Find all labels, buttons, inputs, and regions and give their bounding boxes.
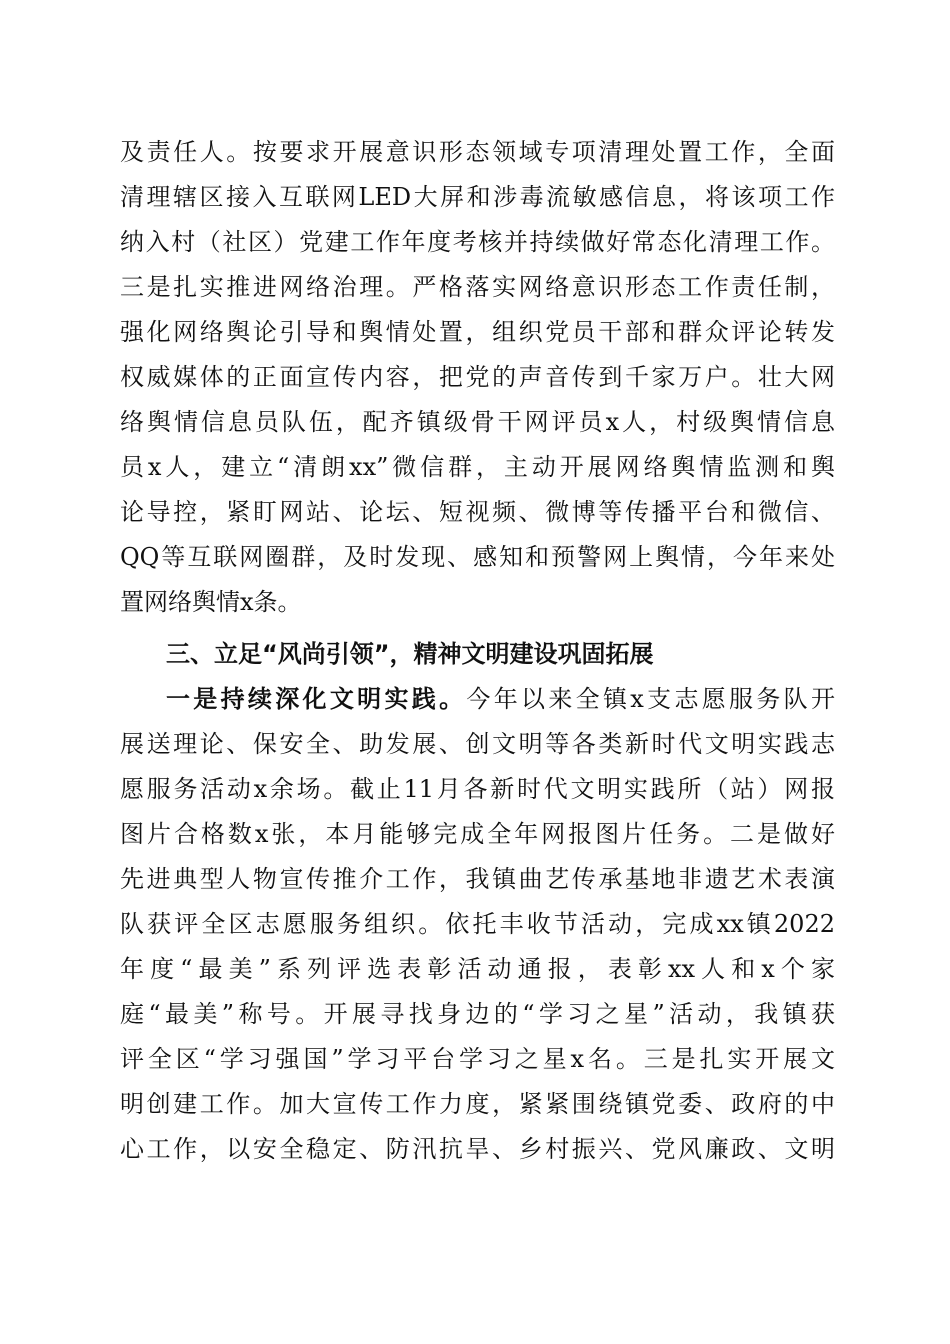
- paragraph-lead: 一是持续深化文明实践。: [166, 685, 467, 713]
- paragraph-line: 先进典型人物宣传推介工作，我镇曲艺传承基地非遗艺术表演: [120, 865, 835, 893]
- paragraph-line: 评全区“学习强国”学习平台学习之星x名。三是扎实开展文: [120, 1045, 835, 1073]
- paragraph-line: 及责任人。按要求开展意识形态领域专项清理处置工作，全面: [120, 138, 835, 166]
- paragraph-line-rest: 今年以来全镇x支志愿服务队开: [466, 685, 835, 713]
- paragraph-line: 置网络舆情x条。: [120, 588, 302, 616]
- paragraph-civilization-first-line: [166, 677, 835, 722]
- paragraph-line: 强化网络舆论引导和舆情处置，组织党员干部和群众评论转发: [120, 318, 835, 346]
- paragraph-line: 三是扎实推进网络治理。严格落实网络意识形态工作责任制，: [120, 273, 835, 301]
- paragraph-line: 图片合格数x张，本月能够完成全年网报图片任务。二是做好: [120, 820, 835, 848]
- paragraph-line: 队获评全区志愿服务组织。依托丰收节活动，完成xx镇2022: [120, 910, 835, 938]
- paragraph-line: 清理辖区接入互联网LED大屏和涉毒流敏感信息，将该项工作: [120, 183, 835, 211]
- paragraph-civilization: [120, 722, 835, 1172]
- section-heading: 三、立足“风尚引领”，精神文明建设巩固拓展: [166, 640, 654, 668]
- paragraph-line: [166, 677, 835, 722]
- paragraph-line: 络舆情信息员队伍，配齐镇级骨干网评员x人，村级舆情信息: [120, 408, 835, 436]
- paragraph-line: 年度“最美”系列评选表彰活动通报，表彰xx人和x个家: [120, 955, 835, 983]
- paragraph-line: 权威媒体的正面宣传内容，把党的声音传到千家万户。壮大网: [120, 363, 835, 391]
- paragraph-line: 员x人，建立“清朗xx”微信群，主动开展网络舆情监测和舆: [120, 453, 835, 481]
- paragraph-line: 庭“最美”称号。开展寻找身边的“学习之星”活动，我镇获: [120, 1000, 835, 1028]
- paragraph-line: 明创建工作。加大宣传工作力度，紧紧围绕镇党委、政府的中: [120, 1090, 835, 1118]
- paragraph-line: 展送理论、保安全、助发展、创文明等各类新时代文明实践志: [120, 730, 835, 758]
- paragraph-line: 论导控，紧盯网站、论坛、短视频、微博等传播平台和微信、: [120, 498, 835, 526]
- paragraph-line: 愿服务活动x余场。截止11月各新时代文明实践所（站）网报: [120, 775, 835, 803]
- paragraph-line: 心工作，以安全稳定、防汛抗旱、乡村振兴、党风廉政、文明: [120, 1135, 835, 1163]
- paragraph-line: QQ等互联网圈群，及时发现、感知和预警网上舆情，今年来处: [120, 543, 835, 571]
- paragraph-line: 纳入村（社区）党建工作年度考核并持续做好常态化清理工作。: [120, 228, 835, 256]
- paragraph-network-governance: [120, 130, 835, 625]
